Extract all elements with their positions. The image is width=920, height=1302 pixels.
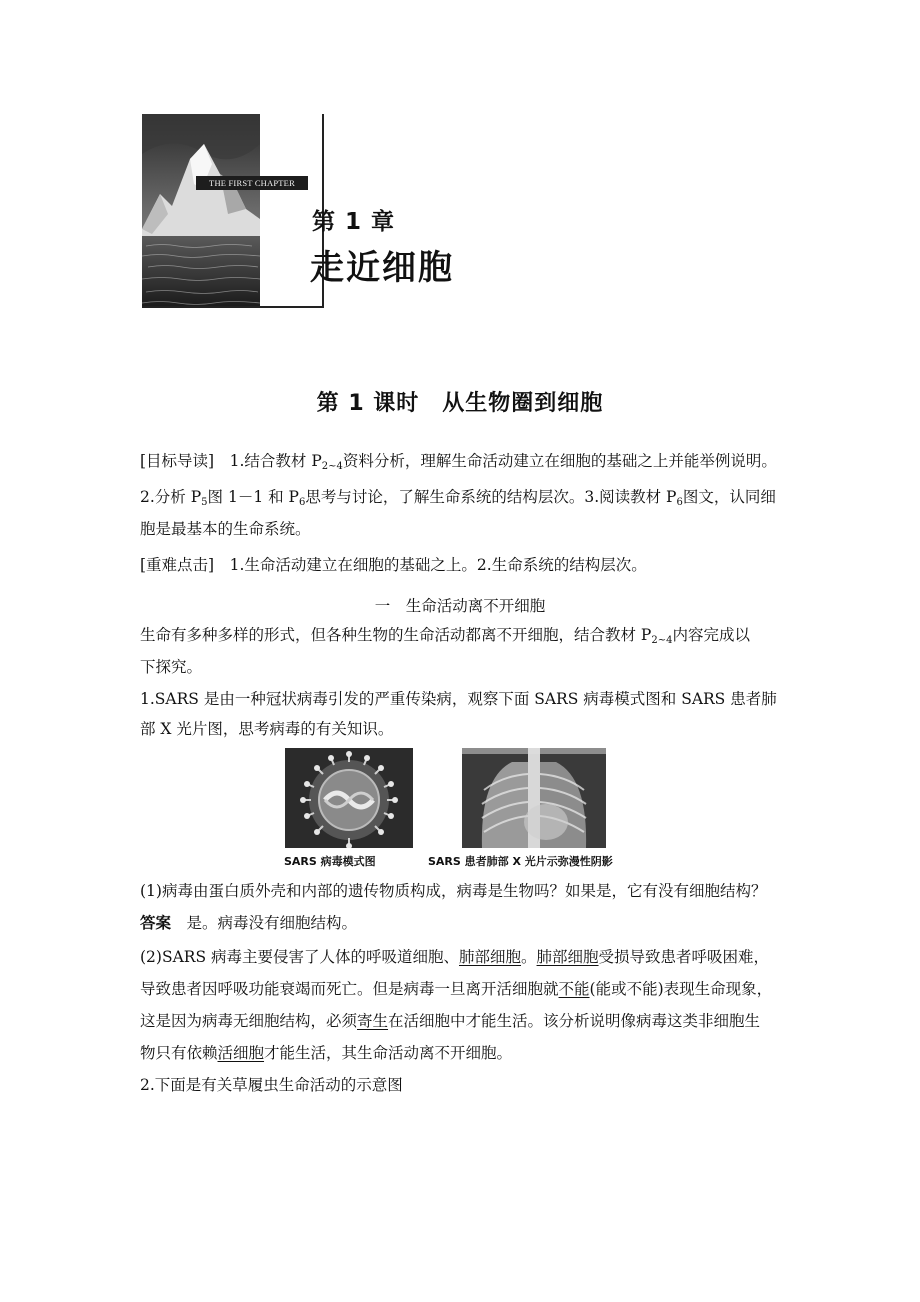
chapter-frame-bottom-border (142, 306, 324, 308)
fill-blank: 寄生 (357, 1012, 389, 1030)
item1-line-2: 部 X 光片图，思考病毒的有关知识。 (140, 720, 394, 738)
intro-line-1: 生命有多种多样的形式，但各种生物的生命活动都离不开细胞，结合教材 $P_{2\sim 4}$内容完成以 (140, 626, 750, 646)
goals-line-2: 2.分析 $P_5$图 1－1 和 $P_6$思考与讨论，了解生命系统的结构层次。3.阅读教材 $P_6$图文，认同细 (140, 488, 776, 508)
question-2-line-2: 导致患者因呼吸功能衰竭而死亡。但是病毒一旦离开活细胞就不能(能或不能)表现生命现象， (140, 980, 773, 998)
goals-line-1: [目标导读] 1.结合教材 $P_{2\sim 4}$资料分析，理解生命活动建立在细胞的基础之上并能举例说明。 (140, 452, 777, 472)
figure-caption-xray: SARS 患者肺部 X 光片示弥漫性阴影 (428, 855, 613, 868)
lesson-title: 第 1 课时 从生物圈到细胞 (316, 391, 604, 416)
question-1: (1)病毒由蛋白质外壳和内部的遗传物质构成，病毒是生物吗？如果是，它有没有细胞结构？ (140, 882, 767, 900)
fill-blank: 肺部细胞 (459, 948, 522, 966)
question-2-line-1: (2)SARS 病毒主要侵害了人体的呼吸道细胞、肺部细胞。肺部细胞受损导致患者呼吸困难， (140, 948, 770, 966)
fill-blank: 不能 (558, 980, 590, 998)
answer-line: 答案 是。病毒没有细胞结构。 (140, 914, 358, 932)
key-points-label: [重难点击] (140, 556, 215, 574)
sars-virus-image (285, 748, 413, 848)
chapter-title: 走近细胞 (310, 248, 454, 288)
key-points-line: [重难点击] 1.生命活动建立在细胞的基础之上。2.生命系统的结构层次。 (140, 556, 647, 574)
figure-caption-virus: SARS 病毒模式图 (284, 855, 376, 868)
intro-line-2: 下探究。 (140, 658, 203, 676)
answer-label: 答案 (140, 914, 172, 932)
question-2-line-3: 这是因为病毒无细胞结构，必须寄生在活细胞中才能生活。该分析说明像病毒这类非细胞生 (140, 1012, 761, 1030)
fill-blank: 活细胞 (217, 1044, 265, 1062)
question-2-line-4: 物只有依赖活细胞才能生活，其生命活动离不开细胞。 (140, 1044, 513, 1062)
item2-line: 2.下面是有关草履虫生命活动的示意图 (140, 1076, 403, 1094)
goals-line-3: 胞是最基本的生命系统。 (140, 520, 311, 538)
item1-line-1: 1.SARS 是由一种冠状病毒引发的严重传染病，观察下面 SARS 病毒模式图和 SARS 患者肺 (140, 690, 777, 708)
section-heading: 一 生命活动离不开细胞 (374, 597, 546, 615)
chest-xray-image (462, 748, 606, 848)
chapter-number: 第 1 章 (312, 209, 396, 235)
fill-blank: 肺部细胞 (536, 948, 599, 966)
goals-label: [目标导读] (140, 452, 215, 470)
chapter-cover-image (142, 114, 260, 308)
chapter-band-text: THE FIRST CHAPTER (209, 178, 295, 188)
